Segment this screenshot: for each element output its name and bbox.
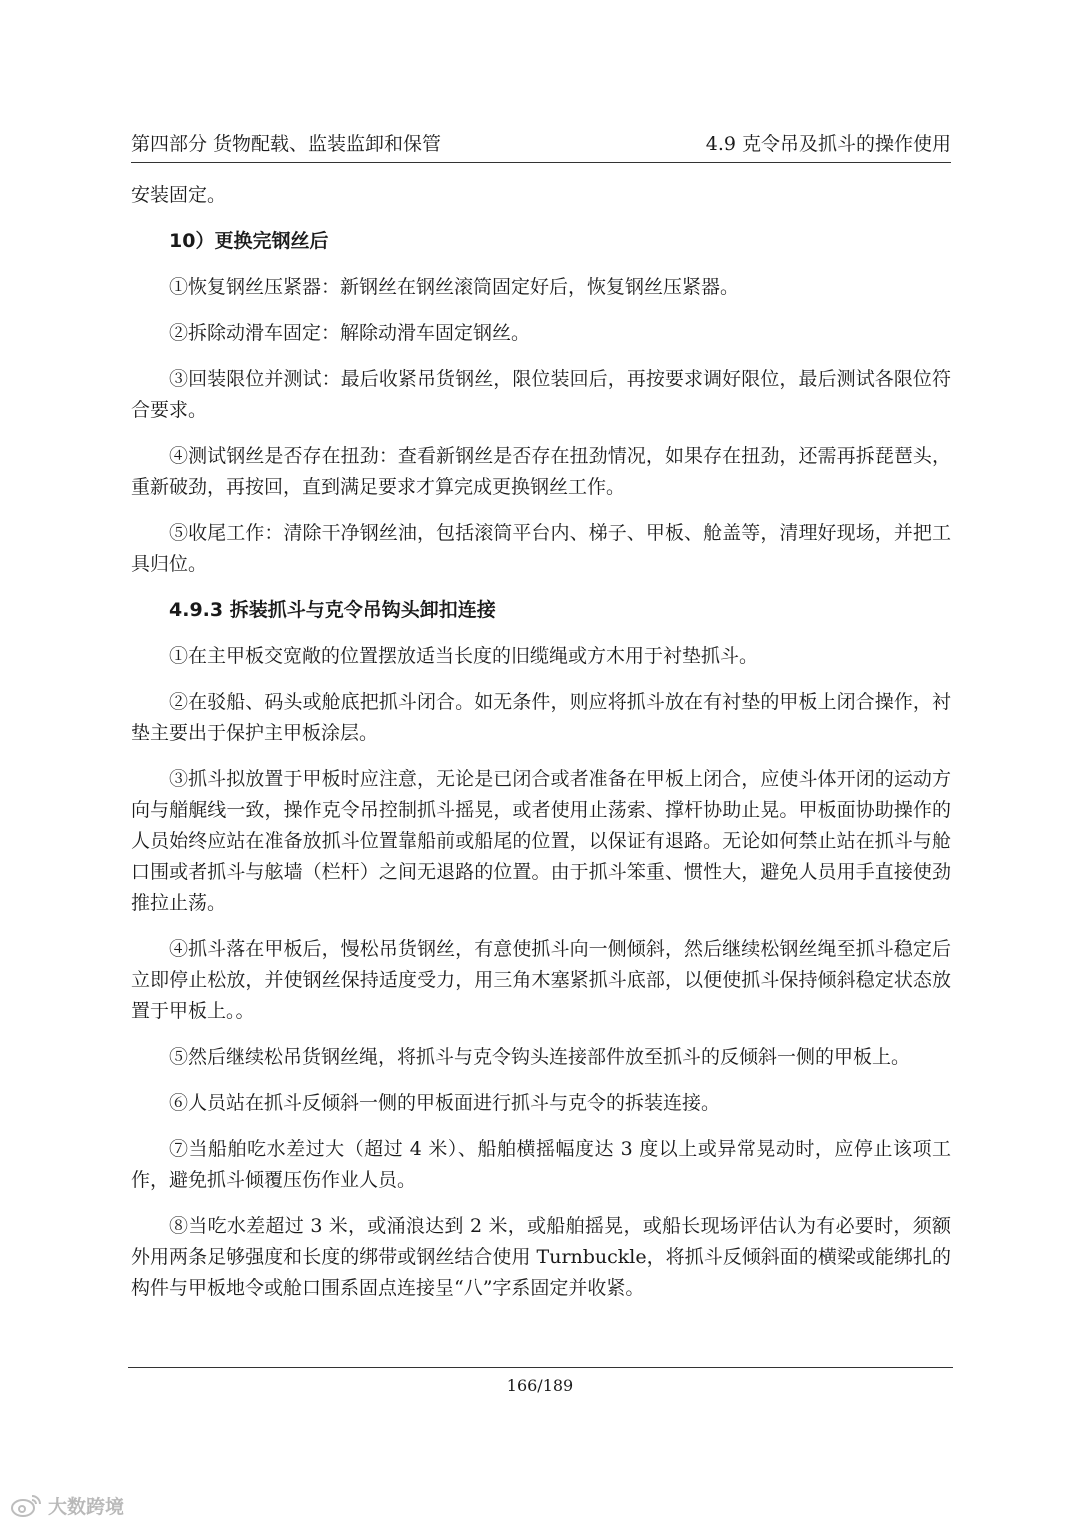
- watermark: [10, 1490, 124, 1520]
- paragraph: ⑤收尾工作：清除干净钢丝油，包括滚筒平台内、梯子、甲板、舱盖等，清理好现场，并把工具归位。: [131, 522, 951, 575]
- paragraph: ③抓斗拟放置于甲板时应注意，无论是已闭合或者准备在甲板上闭合，应使斗体开闭的运动方向与艏艉线一致，操作克令吊控制抓斗摇晃，或者使用止荡索、撑杆协助止晃。甲板面协助操作的人员始终应站在准备放抓斗位置靠船前或船尾的位置，以保证有退路。无论如何禁止站在抓斗与舱口围或者抓斗与舷墙（栏杆）之间无退路的位置。由于抓斗笨重、惯性大，避免人员用手直接使劲推拉止荡。: [131, 768, 951, 914]
- paragraph: ②在驳船、码头或舱底把抓斗闭合。如无条件，则应将抓斗放在有衬垫的甲板上闭合操作，衬垫主要出于保护主甲板涂层。: [131, 691, 951, 744]
- page-number: 166/189: [506, 1376, 574, 1395]
- watermark-text: 大数跨境: [48, 1495, 125, 1518]
- section-heading: 4.9.3 拆装抓斗与克令吊钩头卸扣连接: [169, 599, 496, 621]
- section-heading: 10）更换完钢丝后: [169, 230, 329, 252]
- paragraph: ①在主甲板交宽敞的位置摆放适当长度的旧缆绳或方木用于衬垫抓斗。: [169, 645, 759, 667]
- paragraph: ⑧当吃水差超过 3 米，或涌浪达到 2 米，或船舶摇晃，或船长现场评估认为有必要时，须额外用两条足够强度和长度的绑带或钢丝结合使用 Turnbuckle，将抓斗反倾斜面的横梁或能绑扎的构件与甲板地令或舱口围系固点连接呈“八”字系固定并收紧。: [131, 1215, 951, 1299]
- paragraph: ⑤然后继续松吊货钢丝绳，将抓斗与克令钩头连接部件放至抓斗的反倾斜一侧的甲板上。: [169, 1046, 911, 1068]
- paragraph: ⑥人员站在抓斗反倾斜一侧的甲板面进行抓斗与克令的拆装连接。: [169, 1092, 721, 1114]
- header-section-title: 第四部分 货物配载、监装监卸和保管: [131, 133, 442, 155]
- page-header: [131, 128, 951, 163]
- page-body: [131, 180, 951, 1319]
- header-chapter-title: 4.9 克令吊及抓斗的操作使用: [705, 133, 951, 155]
- weibo-icon: [10, 1492, 44, 1518]
- footer-divider: [128, 1367, 953, 1368]
- paragraph: ②拆除动滑车固定：解除动滑车固定钢丝。: [169, 322, 531, 344]
- paragraph: ④抓斗落在甲板后，慢松吊货钢丝，有意使抓斗向一侧倾斜，然后继续松钢丝绳至抓斗稳定后立即停止松放，并使钢丝保持适度受力，用三角木塞紧抓斗底部，以便使抓斗保持倾斜稳定状态放置于甲板上。。: [131, 938, 951, 1022]
- paragraph: ①恢复钢丝压紧器：新钢丝在钢丝滚筒固定好后，恢复钢丝压紧器。: [169, 276, 740, 298]
- paragraph: ④测试钢丝是否存在扭劲：查看新钢丝是否存在扭劲情况，如果存在扭劲，还需再拆琵琶头，重新破劲，再按回，直到满足要求才算完成更换钢丝工作。: [131, 445, 951, 498]
- paragraph: ③回装限位并测试：最后收紧吊货钢丝，限位装回后，再按要求调好限位，最后测试各限位符合要求。: [131, 368, 951, 421]
- paragraph: ⑦当船舶吃水差过大（超过 4 米）、船舶横摇幅度达 3 度以上或异常晃动时，应停止该项工作，避免抓斗倾覆压伤作业人员。: [131, 1138, 951, 1191]
- paragraph: 安装固定。: [131, 184, 227, 206]
